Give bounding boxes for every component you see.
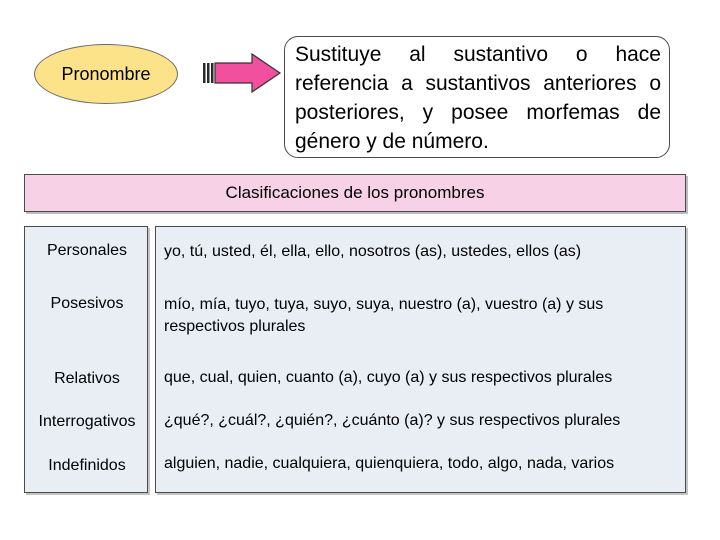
pronoun-examples-text: yo, tú, usted, él, ella, ello, nosotros (as), ustedes, ellos (as) — [164, 243, 582, 260]
pronoun-type-label: Interrogativos — [38, 413, 136, 430]
concept-oval — [34, 44, 178, 104]
right-arrow-icon — [202, 53, 282, 93]
pronoun-type-label: Personales — [46, 242, 128, 259]
classifications-title: Clasificaciones de los pronombres — [225, 183, 485, 202]
arrow-tail-bar — [203, 63, 206, 83]
concept-label: Pronombre — [61, 63, 151, 84]
pronoun-type-label: Relativos — [54, 370, 120, 387]
pronoun-examples-text: ¿qué?, ¿cuál?, ¿quién?, ¿cuánto (a)? y sus respectivos plurales — [164, 412, 621, 429]
arrow-tail-bar — [207, 63, 210, 83]
pronoun-types-panel — [24, 226, 148, 493]
pronoun-examples-text: que, cual, quien, cuanto (a), cuyo (a) y sus respectivos plurales — [164, 369, 613, 386]
pronoun-type-label: Indefinidos — [48, 457, 126, 474]
arrow-body — [215, 54, 280, 92]
definition-text: Sustituye al sustantivo o hace referencia a sustantivos anteriores o posteriores, y posee morfemas de género y de número. — [295, 43, 661, 153]
pronoun-examples-text: alguien, nadie, cualquiera, quienquiera, todo, algo, nada, varios — [164, 455, 615, 472]
pronoun-type-label: Posesivos — [50, 295, 124, 312]
definition-box — [284, 36, 670, 158]
pronoun-examples-text: mío, mía, tuyo, tuya, suyo, suya, nuestro (a), vuestro (a) y sus respectivos plurales — [164, 296, 604, 335]
arrow-tail-bar — [211, 63, 214, 83]
pronoun-examples-panel — [155, 226, 686, 493]
classifications-title-bar — [24, 174, 686, 212]
